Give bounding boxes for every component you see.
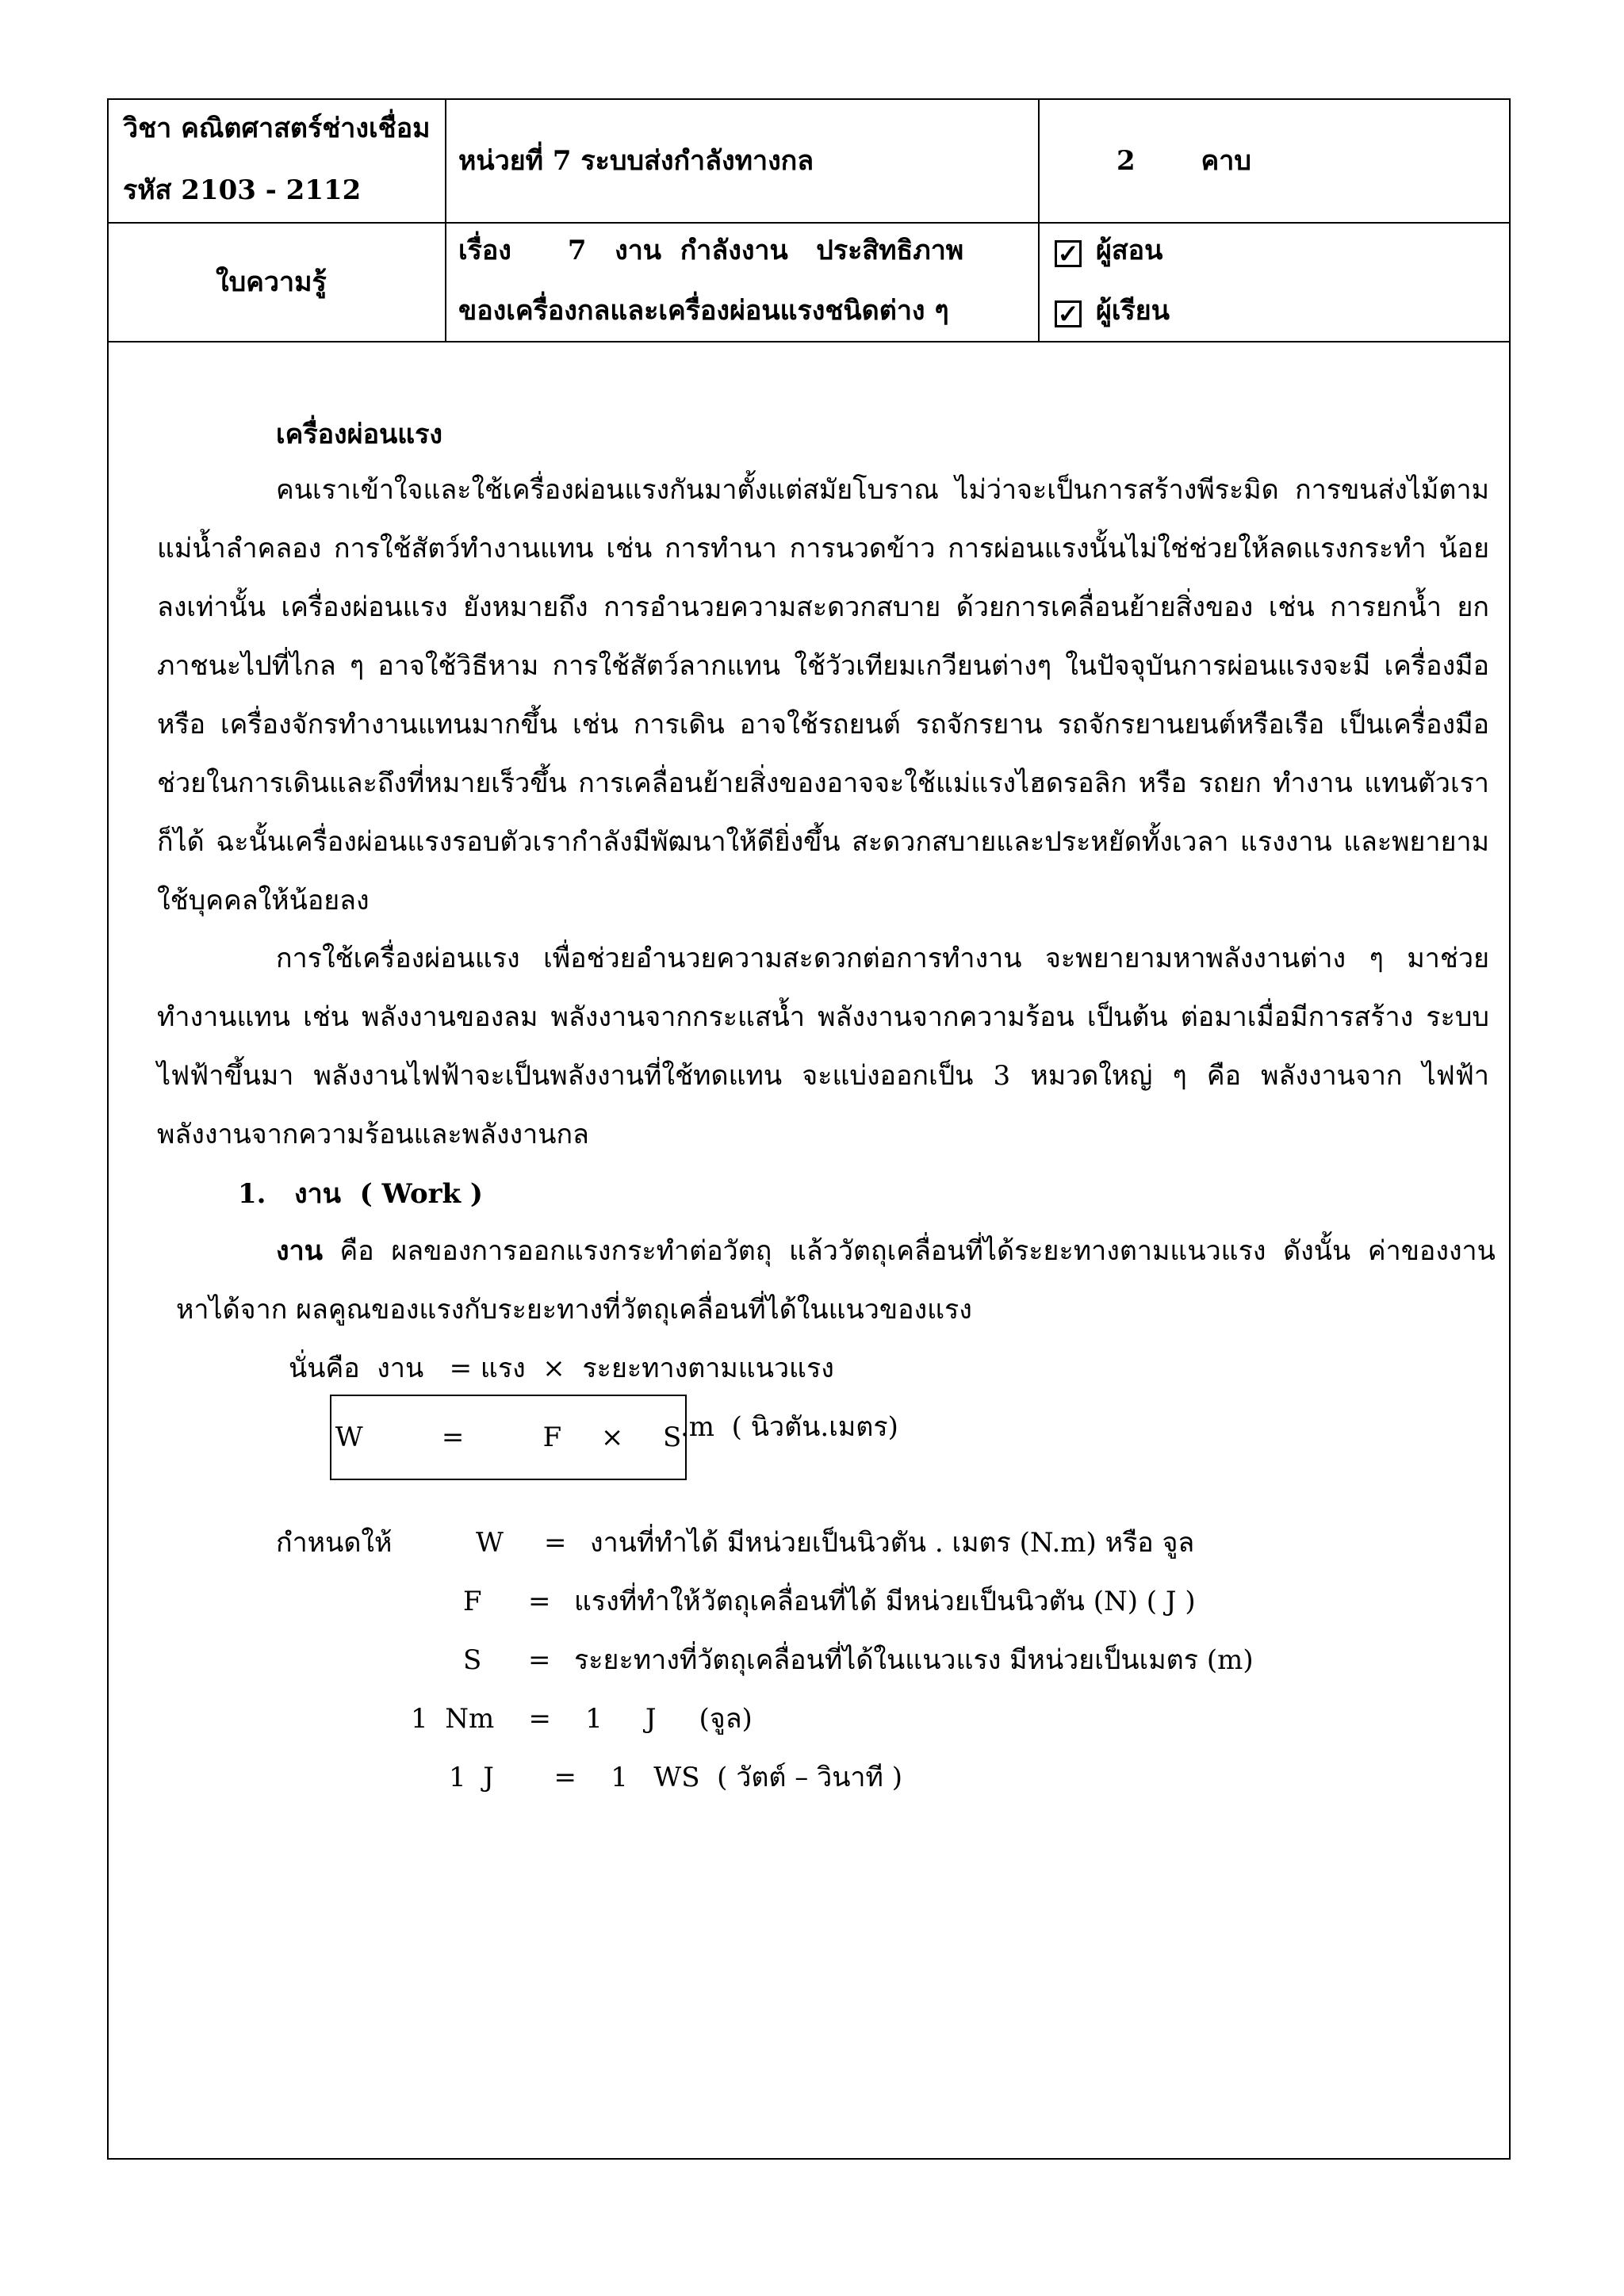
header-divider-2 bbox=[109, 341, 1509, 342]
paragraph-1 bbox=[157, 461, 1489, 930]
formula: W = F × S bbox=[335, 1422, 682, 1453]
unit-equation-1: 1 Nm = 1 J (จูล) bbox=[411, 1703, 753, 1735]
def-symbol: S bbox=[463, 1644, 482, 1676]
header-divider-1 bbox=[109, 222, 1509, 224]
checked-icon: ✓ bbox=[1055, 240, 1082, 267]
teacher-checkbox[interactable] bbox=[1055, 235, 1162, 267]
topic-line-2: ของเครื่องกลและเครื่องผ่อนแรงชนิดต่าง ๆ bbox=[458, 295, 949, 327]
given-label: กำหนดให้ bbox=[276, 1527, 393, 1559]
formula-unit: .m ( นิวตัน.เมตร) bbox=[680, 1411, 898, 1443]
def-equals: = bbox=[528, 1644, 551, 1676]
paragraph-2-text: การใช้เครื่องผ่อนแรง เพื่อช่วยอำนวยความสะดวกต่อการทำงาน จะพยายามหาพลังงานต่าง ๆ มาช่วย ทำงานแทน เช่น พลังงานของลม พลังงานจากกระแสน้ำ พลังงานจากความร้อน เป็นต้น ต่อมาเมื่อมีการสร้าง ระบบไฟฟ้าขึ้นมา พลังงานไฟฟ้าจะเป็นพลังงานที่ใช้ทดแทน จะแบ่งออกเป็น 3 หมวดใหญ่ ๆ คือ พลังงานจาก ไฟฟ้า พลังงานจากความร้อนและพลังงานกล bbox=[157, 943, 1489, 1150]
checked-icon: ✓ bbox=[1055, 300, 1082, 327]
def-symbol: W bbox=[476, 1527, 504, 1559]
header-col-divider-2 bbox=[1038, 100, 1040, 342]
work-definition-line-2: หาได้จาก ผลคูณของแรงกับระยะทางที่วัตถุเคลื่อนที่ได้ในแนวของแรง bbox=[176, 1294, 972, 1326]
subject-code: รหัส 2103 - 2112 bbox=[123, 174, 362, 206]
def-text: ระยะทางที่วัตถุเคลื่อนที่ได้ในแนวแรง มีหน่วยเป็นเมตร (m) bbox=[574, 1644, 1254, 1676]
def-equals: = bbox=[544, 1527, 567, 1559]
formula-box bbox=[330, 1395, 687, 1480]
subject-name: วิชา คณิตศาสตร์ช่างเชื่อม bbox=[123, 113, 431, 144]
periods: 2 คาบ bbox=[1116, 145, 1251, 177]
def-text: แรงที่ทำให้วัตถุเคลื่อนที่ได้ มีหน่วยเป็นนิวตัน (N) ( J ) bbox=[574, 1586, 1196, 1617]
def-equals: = bbox=[528, 1586, 551, 1617]
work-definition-text: คือ ผลของการออกแรงกระทำต่อวัตถุ แล้ววัตถุเคลื่อนที่ได้ระยะทางตามแนวแรง ดังนั้น ค่าของงาน bbox=[322, 1235, 1496, 1267]
section-1-title: 1. งาน ( Work ) bbox=[238, 1178, 484, 1210]
student-label: ผู้เรียน bbox=[1096, 295, 1170, 327]
def-text: งานที่ทำได้ มีหน่วยเป็นนิวตัน . เมตร (N.m) หรือ จูล bbox=[590, 1527, 1195, 1559]
paragraph-1-text: คนเราเข้าใจและใช้เครื่องผ่อนแรงกันมาตั้งแต่สมัยโบราณ ไม่ว่าจะเป็นการสร้างพีระมิด การขนส่งไม้ตาม แม่น้ำลำคลอง การใช้สัตว์ทำงานแทน เช่น การทำนา การนวดข้าว การผ่อนแรงนั้นไม่ใช่ช่วยให้ลดแรงกระทำ น้อยลงเท่านั้น เครื่องผ่อนแรง ยังหมายถึง การอำนวยความสะดวกสบาย ด้วยการเคลื่อนย้ายสิ่งของ เช่น การยกน้ำ ยกภาชนะไปที่ไกล ๆ อาจใช้วิธีหาม การใช้สัตว์ลากแทน ใช้วัวเทียมเกวียนต่างๆ ในปัจจุบันการผ่อนแรงจะมี เครื่องมือ หรือ เครื่องจักรทำงานแทนมากขึ้น เช่น การเดิน อาจใช้รถยนต์ รถจักรยาน รถจักรยานยนต์หรือเรือ เป็นเครื่องมือช่วยในการเดินและถึงที่หมายเร็วขึ้น การเคลื่อนย้ายสิ่งของอาจจะใช้แม่แรงไฮดรอลิก หรือ รถยก ทำงาน แทนตัวเราก็ได้ ฉะนั้นเครื่องผ่อนแรงรอบตัวเรากำลังมีพัฒนาให้ดียิ่งขึ้น สะดวกสบายและประหยัดทั้งเวลา แรงงาน และพยายามใช้บุคคลให้น้อยลง bbox=[157, 474, 1489, 916]
topic-line-1: เรื่อง 7 งาน กำลังงาน ประสิทธิภาพ bbox=[458, 235, 964, 266]
section-heading: เครื่องผ่อนแรง bbox=[276, 419, 443, 450]
unit-equation-2: 1 J = 1 WS ( วัตต์ – วินาที ) bbox=[449, 1762, 903, 1793]
paragraph-2 bbox=[157, 929, 1489, 1164]
work-definition bbox=[276, 1235, 1496, 1267]
work-term: งาน bbox=[276, 1235, 323, 1267]
sheet-type: ใบความรู้ bbox=[216, 266, 327, 298]
teacher-label: ผู้สอน bbox=[1096, 235, 1163, 266]
student-checkbox[interactable] bbox=[1055, 295, 1170, 327]
def-symbol: F bbox=[463, 1586, 482, 1617]
unit-title: หน่วยที่ 7 ระบบส่งกำลังทางกล bbox=[458, 145, 814, 177]
work-formula-words: นั่นคือ งาน = แรง × ระยะทางตามแนวแรง bbox=[289, 1353, 834, 1384]
header-col-divider-1 bbox=[445, 100, 446, 342]
